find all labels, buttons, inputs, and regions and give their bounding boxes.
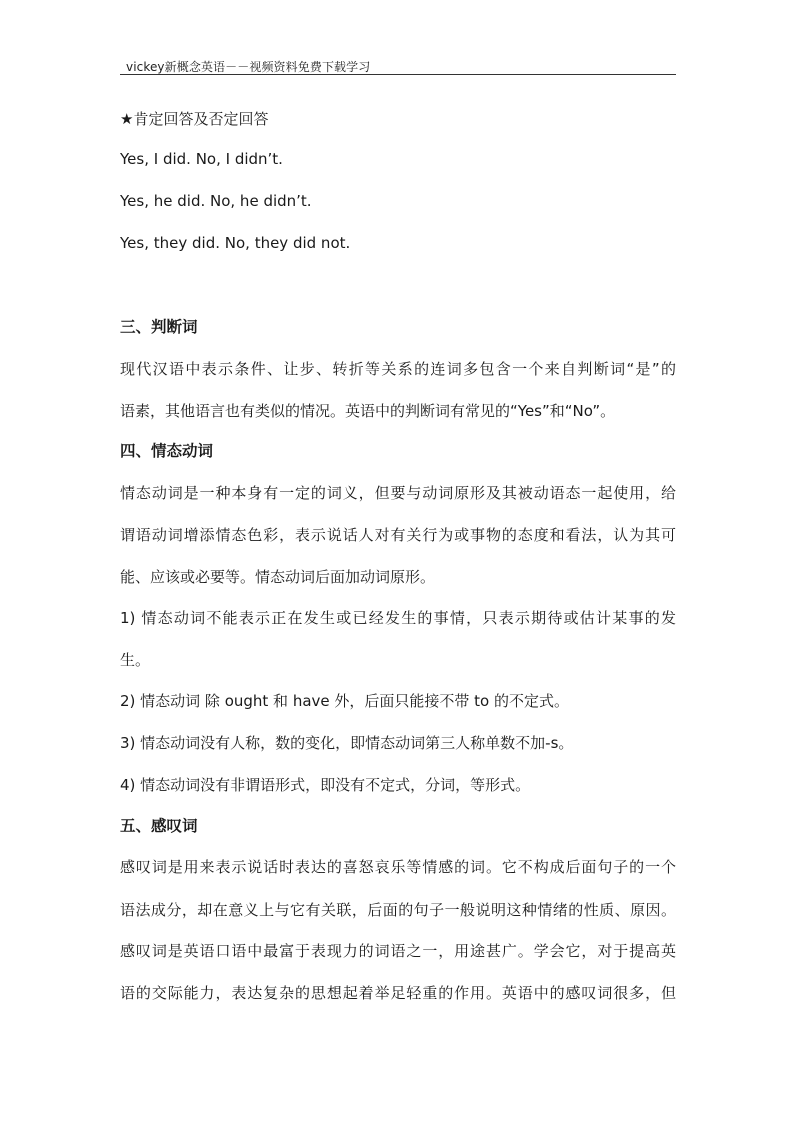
affirmative-negative-title: ★肯定回答及否定回答 [120, 110, 269, 128]
paragraph-line: 语的交际能力，表达复杂的思想起着举足轻重的作用。英语中的感叹词很多，但 [120, 984, 676, 1002]
page-header [120, 56, 676, 75]
section-heading-interjections: 五、感叹词 [120, 817, 198, 835]
list-item-2: 2) 情态动词 除 ought 和 have 外，后面只能接不带 to 的不定式。 [120, 692, 569, 710]
paragraph-line: 感叹词是用来表示说话时表达的喜怒哀乐等情感的词。它不构成后面句子的一个 [120, 858, 676, 876]
paragraph-line: 语法成分，却在意义上与它有关联，后面的句子一般说明这种情绪的性质、原因。 [120, 901, 676, 919]
list-item-3: 3) 情态动词没有人称，数的变化，即情态动词第三人称单数不加-s。 [120, 734, 574, 752]
paragraph-line: 现代汉语中表示条件、让步、转折等关系的连词多包含一个来自判断词“是”的 [120, 360, 676, 378]
paragraph-line: 感叹词是英语口语中最富于表现力的词语之一，用途甚广。学会它，对于提高英 [120, 942, 676, 960]
list-item-1-continued: 生。 [120, 651, 151, 669]
example-line-1: Yes, I did. No, I didn’t. [120, 150, 283, 168]
paragraph-line: 能、应该或必要等。情态动词后面加动词原形。 [120, 568, 436, 586]
paragraph-line: 情态动词是一种本身有一定的词义，但要与动词原形及其被动语态一起使用，给 [120, 484, 676, 502]
example-line-3: Yes, they did. No, they did not. [120, 234, 351, 252]
list-item-1: 1) 情态动词不能表示正在发生或已经发生的事情，只表示期待或估计某事的发 [120, 609, 676, 627]
section-heading-judgment-words: 三、判断词 [120, 318, 198, 336]
example-line-2: Yes, he did. No, he didn’t. [120, 192, 312, 210]
header-text: vickey新概念英语－－视频资料免费下载学习 [126, 60, 371, 74]
paragraph-line: 谓语动词增添情态色彩，表示说话人对有关行为或事物的态度和看法，认为其可 [120, 526, 676, 544]
list-item-4: 4) 情态动词没有非谓语形式，即没有不定式，分词，等形式。 [120, 776, 531, 794]
section-heading-modal-verbs: 四、情态动词 [120, 442, 214, 460]
paragraph-line: 语素，其他语言也有类似的情况。英语中的判断词有常见的“Yes”和“No”。 [120, 402, 616, 420]
